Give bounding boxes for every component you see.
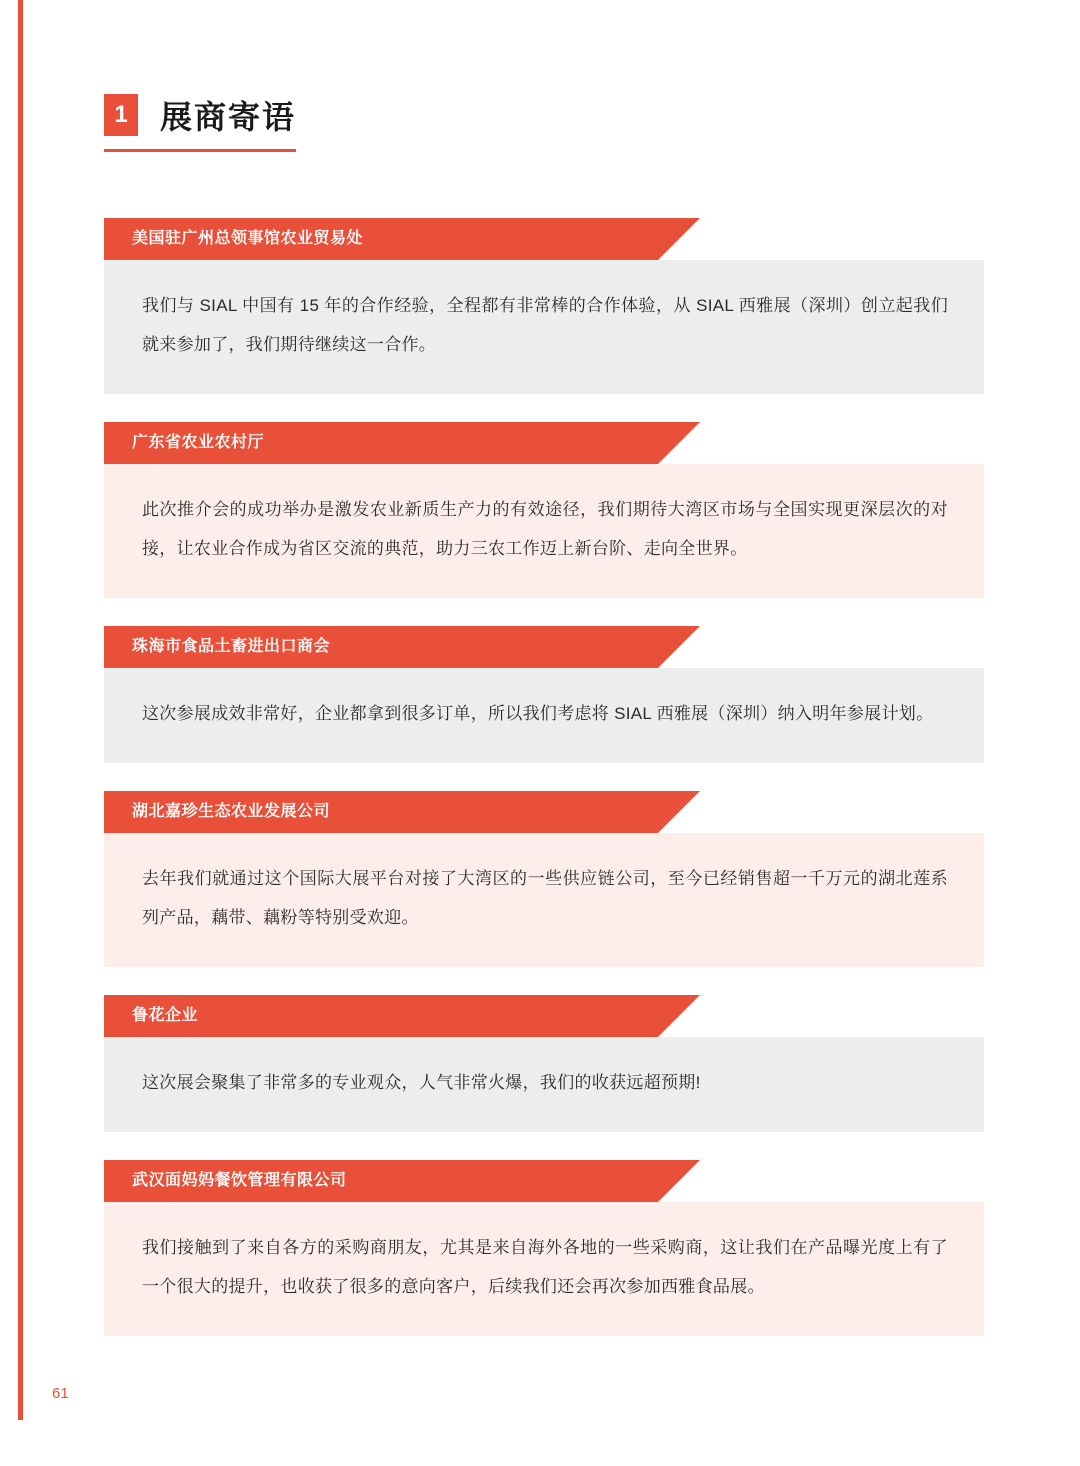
card-text: 这次参展成效非常好，企业都拿到很多订单，所以我们考虑将 SIAL 西雅展（深圳）纳入明年参展计划。 [142, 704, 934, 723]
card-header-slant [658, 626, 700, 668]
card-header-slant [658, 422, 700, 464]
card-body [104, 668, 984, 763]
page-title: 展商寄语 [160, 99, 297, 135]
card-header-strip [104, 218, 984, 260]
card-text: 去年我们就通过这个国际大展平台对接了大湾区的一些供应链公司，至今已经销售超一千万元的湖北莲系列产品，藕带、藕粉等特别受欢迎。 [142, 869, 948, 927]
testimonial-list [104, 218, 984, 1364]
card-title: 珠海市食品土畜进出口商会 [132, 638, 331, 655]
page-number: 61 [52, 1385, 69, 1402]
card-header-slant [658, 791, 700, 833]
card-title: 湖北嘉珍生态农业发展公司 [132, 803, 331, 820]
card-title: 广东省农业农村厅 [132, 434, 265, 451]
card-body [104, 464, 984, 598]
card-title: 鲁花企业 [132, 1007, 199, 1024]
card-text: 我们接触到了来自各方的采购商朋友，尤其是来自海外各地的一些采购商，这让我们在产品曝光度上有了一个很大的提升，也收获了很多的意向客户，后续我们还会再次参加西雅食品展。 [142, 1238, 948, 1296]
card-header-strip [104, 995, 984, 1037]
card-body [104, 1202, 984, 1336]
section-header [104, 92, 984, 154]
card-header-slant [658, 1160, 700, 1202]
section-number-badge: 1 [104, 94, 138, 136]
card-body [104, 833, 984, 967]
list-item [104, 1160, 984, 1336]
card-body [104, 260, 984, 394]
card-header-strip [104, 626, 984, 668]
left-margin-rule [18, 0, 23, 1420]
header-underline [104, 149, 296, 152]
list-item [104, 995, 984, 1132]
card-header-strip [104, 1160, 984, 1202]
list-item [104, 218, 984, 394]
card-text: 我们与 SIAL 中国有 15 年的合作经验，全程都有非常棒的合作体验，从 SIAL 西雅展（深圳）创立起我们就来参加了，我们期待继续这一合作。 [142, 296, 948, 354]
card-header-slant [658, 218, 700, 260]
card-header-strip [104, 791, 984, 833]
card-header-strip [104, 422, 984, 464]
card-title: 美国驻广州总领事馆农业贸易处 [132, 230, 364, 247]
list-item [104, 791, 984, 967]
card-body [104, 1037, 984, 1132]
card-text: 此次推介会的成功举办是激发农业新质生产力的有效途径，我们期待大湾区市场与全国实现更深层次的对接，让农业合作成为省区交流的典范，助力三农工作迈上新台阶、走向全世界。 [142, 500, 948, 558]
card-title: 武汉面妈妈餐饮管理有限公司 [132, 1172, 347, 1189]
list-item [104, 626, 984, 763]
list-item [104, 422, 984, 598]
card-text: 这次展会聚集了非常多的专业观众，人气非常火爆，我们的收获远超预期! [142, 1073, 701, 1092]
card-header-slant [658, 995, 700, 1037]
